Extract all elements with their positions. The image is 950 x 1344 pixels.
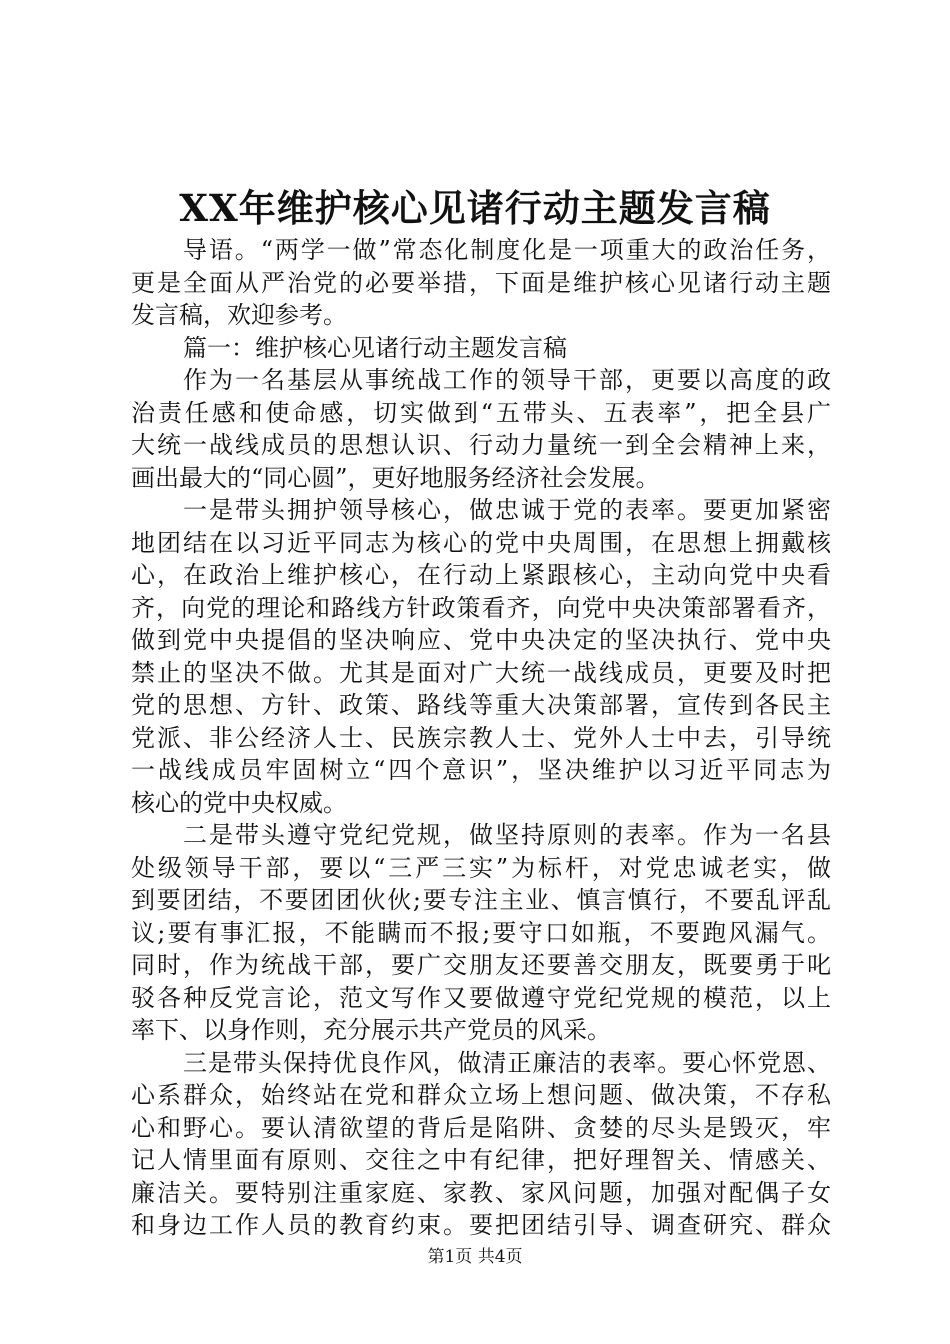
paragraph-line: 做到党中央提倡的坚决响应、党中央决定的坚决执行、党中央 <box>131 626 831 654</box>
paragraph-line: 一战线成员牢固树立“四个意识”，坚决维护以习近平同志为 <box>131 756 831 784</box>
paragraph-line: 二是带头遵守党纪党规，做坚持原则的表率。作为一名县 <box>183 821 831 849</box>
paragraph-line: 地团结在以习近平同志为核心的党中央周围，在思想上拥戴核 <box>131 528 831 557</box>
page-footer: 第1页 共4页 <box>427 1247 523 1267</box>
document-body <box>131 234 831 1242</box>
paragraph-line: 廉洁关。要特别注重家庭、家教、家风问题，加强对配偶子女 <box>131 1178 831 1207</box>
paragraph-line: 齐，向党的理论和路线方针政策看齐，向党中央决策部署看齐， <box>131 593 831 622</box>
paragraph-line: 一是带头拥护领导核心，做忠诚于党的表率。要更加紧密 <box>183 496 831 524</box>
paragraph-line: 导语。“两学一做”常态化制度化是一项重大的政治任务， <box>183 236 831 264</box>
paragraph-line: 到要团结，不要团团伙伙;要专注主业、慎言慎行，不要乱评乱 <box>131 886 831 914</box>
paragraph-line: 心系群众，始终站在党和群众立场上想问题、做决策，不存私 <box>131 1081 831 1109</box>
paragraph-line: 驳各种反党言论，范文写作又要做遵守党纪党规的模范，以上 <box>131 983 831 1012</box>
paragraph-line: 三是带头保持优良作风，做清正廉洁的表率。要心怀党恩、 <box>183 1048 831 1077</box>
paragraph-line: 和身边工作人员的教育约束。要把团结引导、调查研究、群众 <box>131 1211 831 1239</box>
paragraph-line: 记人情里面有原则、交往之中有纪律，把好理智关、情感关、 <box>131 1146 831 1174</box>
paragraph-line: 处级领导干部，要以“三严三实”为标杆，对党忠诚老实，做 <box>131 853 831 882</box>
paragraph-line: 党派、非公经济人士、民族宗教人士、党外人士中去，引导统 <box>131 723 831 752</box>
paragraph-line: 同时，作为统战干部，要广交朋友还要善交朋友，既要勇于叱 <box>131 951 831 979</box>
paragraph-line: 作为一名基层从事统战工作的领导干部，更要以高度的政 <box>183 366 831 394</box>
paragraph-line: 议;要有事汇报，不能瞒而不报;要守口如瓶，不要跑风漏气。 <box>131 918 831 947</box>
paragraph-line: 禁止的坚决不做。尤其是面对广大统一战线成员，更要及时把 <box>131 658 831 687</box>
paragraph-line: 画出最大的“同心圆”，更好地服务经济社会发展。 <box>131 463 660 492</box>
paragraph-line: 治责任感和使命感，切实做到“五带头、五表率”，把全县广 <box>131 398 831 427</box>
paragraph-line: 发言稿，欢迎参考。 <box>131 301 347 329</box>
paragraph-line: 更是全面从严治党的必要举措，下面是维护核心见诸行动主题 <box>131 268 831 297</box>
paragraph-line: 率下、以身作则，充分展示共产党员的风采。 <box>131 1016 611 1044</box>
section-heading: 篇一：维护核心见诸行动主题发言稿 <box>183 333 567 362</box>
paragraph-line: 核心的党中央权威。 <box>131 788 347 817</box>
paragraph-line: 心，在政治上维护核心，在行动上紧跟核心，主动向党中央看 <box>131 561 831 589</box>
document-title: XX年维护核心见诸行动主题发言稿 <box>179 186 771 230</box>
paragraph-line: 党的思想、方针、政策、路线等重大决策部署，宣传到各民主 <box>131 691 831 719</box>
paragraph-line: 心和野心。要认清欲望的背后是陷阱、贪婪的尽头是毁灭，牢 <box>131 1113 831 1142</box>
paragraph-line: 大统一战线成员的思想认识、行动力量统一到全会精神上来， <box>131 431 831 459</box>
